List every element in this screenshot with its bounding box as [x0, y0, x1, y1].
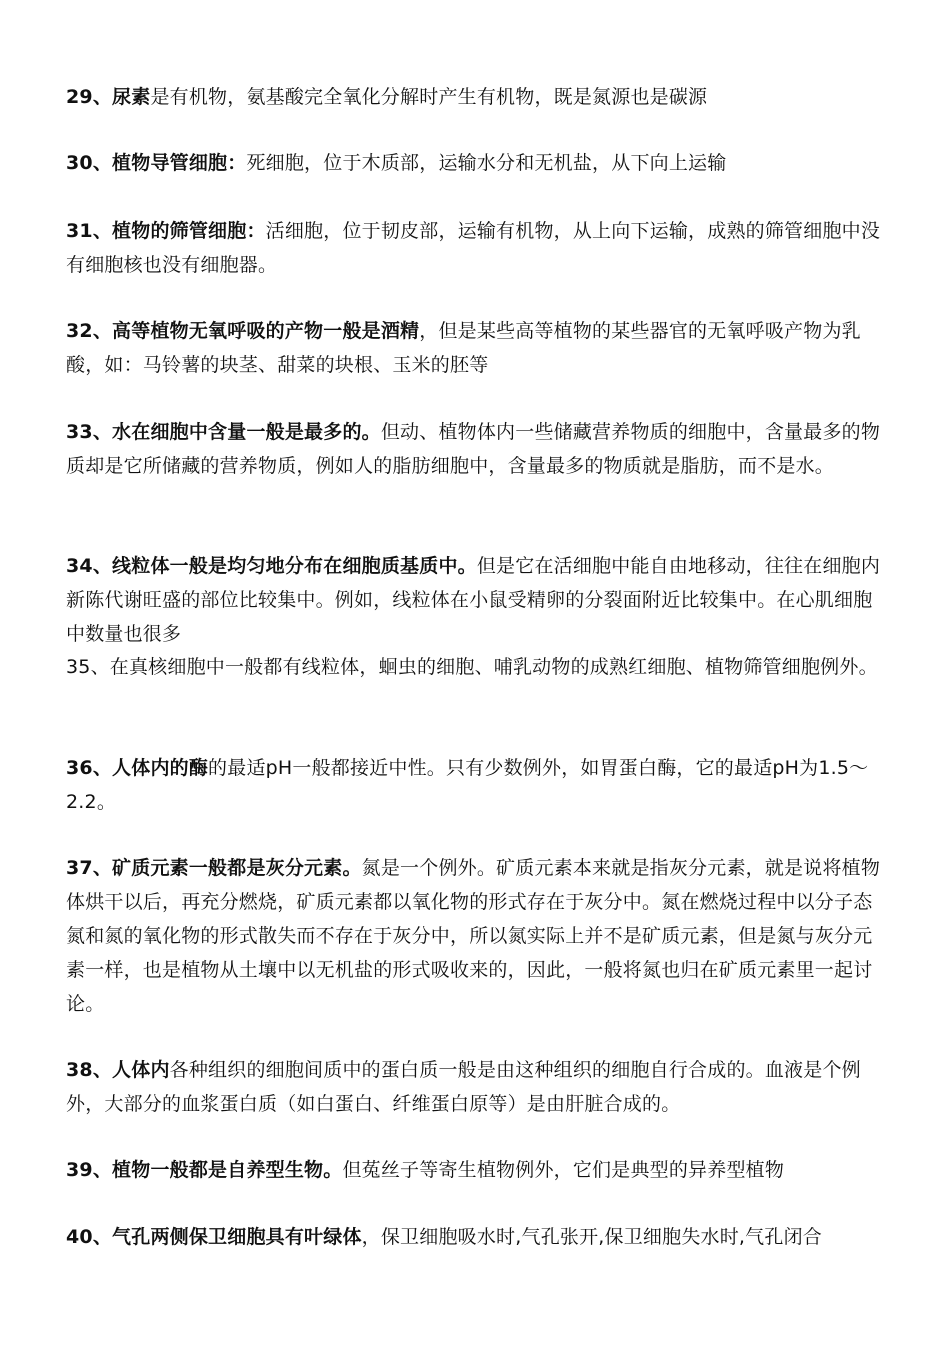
item-30-text: 死细胞，位于木质部，运输水分和无机盐，从下向上运输 — [246, 152, 727, 174]
item-34 — [66, 549, 886, 651]
item-30 — [66, 146, 886, 180]
item-33 — [66, 415, 886, 483]
item-37-text: 氮是一个例外。矿质元素本来就是指灰分元素，就是说将植物体烘干以后，再充分燃烧，矿质元素都以氧化物的形式存在于灰分中。氮在燃烧过程中以分子态氮和氮的氧化物的形式散失而不存在于灰分中，所以氮实际上并不是矿质元素，但是氮与灰分元素一样，也是植物从土壤中以无机盐的形式吸收来的，因此，一般将氮也归在矿质元素里一起讨论。 — [66, 857, 881, 1015]
item-33-text: 但动、植物体内一些储藏营养物质的细胞中，含量最多的物质却是它所储藏的营养物质，例如人的脂肪细胞中，含量最多的物质就是脂肪，而不是水。 — [66, 421, 881, 477]
item-40-term: 40、气孔两侧保卫细胞具有叶绿体 — [66, 1226, 362, 1248]
item-32-text: ，但是某些高等植物的某些器官的无氧呼吸产物为乳酸，如：马铃薯的块茎、甜菜的块根、玉米的胚等 — [66, 320, 861, 376]
item-39-text: 但菟丝子等寄生植物例外，它们是典型的异养型植物 — [342, 1159, 785, 1181]
item-37-term: 37、矿质元素一般都是灰分元素。 — [66, 857, 362, 879]
item-31 — [66, 214, 886, 282]
item-40 — [66, 1220, 886, 1254]
item-29 — [66, 80, 886, 114]
item-31-term: 31、植物的筛管细胞： — [66, 220, 266, 242]
item-36-text: 的最适pH一般都接近中性。只有少数例外，如胃蛋白酶，它的最适pH为1.5～2.2。 — [66, 757, 869, 813]
item-39 — [66, 1153, 886, 1187]
item-34-term: 34、线粒体一般是均匀地分布在细胞质基质中。 — [66, 555, 477, 577]
item-36-term: 36、人体内的酶 — [66, 757, 209, 779]
item-29-text: 是有机物，氨基酸完全氧化分解时产生有机物，既是氮源也是碳源 — [150, 86, 708, 108]
item-32-term: 32、高等植物无氧呼吸的产物一般是酒精 — [66, 320, 420, 342]
item-38 — [66, 1053, 886, 1121]
item-34-text: 但是它在活细胞中能自由地移动，往往在细胞内新陈代谢旺盛的部位比较集中。例如，线粒体在小鼠受精卵的分裂面附近比较集中。在心肌细胞中数量也很多 — [66, 555, 881, 645]
item-35 — [66, 650, 886, 684]
item-38-term: 38、人体内 — [66, 1059, 170, 1081]
item-39-term: 39、植物一般都是自养型生物。 — [66, 1159, 343, 1181]
item-30-term: 30、植物导管细胞： — [66, 152, 247, 174]
item-36 — [66, 751, 886, 819]
item-29-term: 29、尿素 — [66, 86, 151, 108]
item-31-text: 活细胞，位于韧皮部，运输有机物，从上向下运输，成熟的筛管细胞中没有细胞核也没有细胞器。 — [66, 220, 881, 276]
item-35-text: 35、在真核细胞中一般都有线粒体，蛔虫的细胞、哺乳动物的成熟红细胞、植物筛管细胞例外。 — [66, 656, 878, 678]
item-37 — [66, 851, 886, 1021]
item-32 — [66, 314, 886, 382]
item-40-text: ，保卫细胞吸水时,气孔张开,保卫细胞失水时,气孔闭合 — [361, 1226, 822, 1248]
item-38-text: 各种组织的细胞间质中的蛋白质一般是由这种组织的细胞自行合成的。血液是个例外，大部分的血浆蛋白质（如白蛋白、纤维蛋白原等）是由肝脏合成的。 — [66, 1059, 861, 1115]
item-33-term: 33、水在细胞中含量一般是最多的。 — [66, 421, 381, 443]
